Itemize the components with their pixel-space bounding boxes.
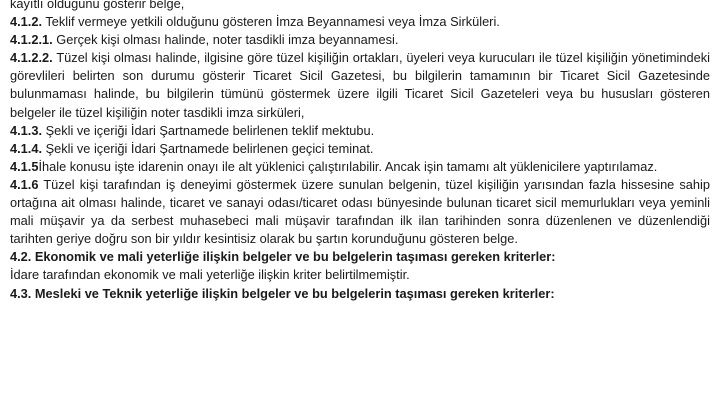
paragraph-text: Tüzel kişi olması halinde, ilgisine göre tüzel kişiliğin ortakları, üyeleri veya kurucuları ile tüzel kişiliğin yönetimindeki görevlileri belirten son durumu gösterir Ticaret Sicil Gazetesi, bu bilgilerin tamamının bir Ticaret Sicil Gazetesinde bulunmaması halinde, bu bilgilerin tümünü göstermek üzere ilgili Ticaret Sicil Gazeteleri veya bu hususları gösteren belgeler ile tüzel kişiliğin noter tasdikli imza sirküleri,	[10, 50, 710, 120]
paragraph-text: Tüzel kişi tarafından iş deneyimi göstermek üzere sunulan belgenin, tüzel kişiliğin yarısından fazla hissesine sahip ortağına ait olması halinde, ticaret ve sanayi odası/ticaret odası bünyesinde bulunan ticaret sicil memurlukları veya yeminli mali müşavir ya da serbest muhasebeci mali müşavir tarafından ilk ilan tarihinden sonra düzenlenen ve düzenlendiği tarihten geriye doğru son bir yıldır kesintisiz olarak bu şartın korunduğunu gösteren belge.	[10, 176, 710, 247]
section-number: 4.1.5	[10, 158, 39, 174]
paragraph-text: Şekli ve içeriği İdari Şartnamede belirlenen geçici teminat.	[42, 140, 374, 156]
paragraph-4-1-2-2	[10, 49, 710, 121]
paragraph-4-1-3	[10, 122, 710, 140]
section-number: 4.1.4.	[10, 140, 43, 156]
paragraph-4-1-2-1	[10, 31, 710, 49]
section-number: 4.1.3.	[10, 122, 43, 138]
paragraph-p0	[10, 0, 710, 13]
section-number: 4.1.2.	[10, 14, 43, 30]
paragraph-4-1-2	[10, 13, 710, 31]
section-number: 4.1.2.2.	[10, 50, 53, 66]
paragraph-4-1-6	[10, 176, 710, 248]
section-number: 4.1.2.1.	[10, 32, 53, 48]
paragraph-text: Gerçek kişi olması halinde, noter tasdikli imza beyannamesi.	[52, 32, 399, 48]
paragraph-4-2-text: İdare tarafından ekonomik ve mali yeterliğe ilişkin kriter belirtilmemiştir.	[10, 267, 410, 283]
paragraph-text: İhale konusu işte idarenin onayı ile alt yüklenici çalıştırılabilir. Ancak işin tamamı alt yüklenicilere yaptırılamaz.	[38, 158, 658, 174]
paragraph-4-1-5	[10, 158, 710, 176]
paragraph-4-1-4	[10, 140, 710, 158]
section-number: 4.1.6	[10, 176, 39, 192]
paragraph-text: Teklif vermeye yetkili olduğunu gösteren İmza Beyannamesi veya İmza Sirküleri.	[42, 14, 500, 30]
document-body	[10, 0, 710, 303]
heading-4-3: 4.3. Mesleki ve Teknik yeterliğe ilişkin belgeler ve bu belgelerin taşıması gereken kriterler:	[10, 285, 555, 301]
paragraph-text: kayıtlı olduğunu gösterir belge,	[10, 0, 185, 11]
heading-4-2: 4.2. Ekonomik ve mali yeterliğe ilişkin belgeler ve bu belgelerin taşıması gereken kriterler:	[10, 249, 556, 265]
paragraph-text: Şekli ve içeriği İdari Şartnamede belirlenen teklif mektubu.	[42, 122, 375, 138]
